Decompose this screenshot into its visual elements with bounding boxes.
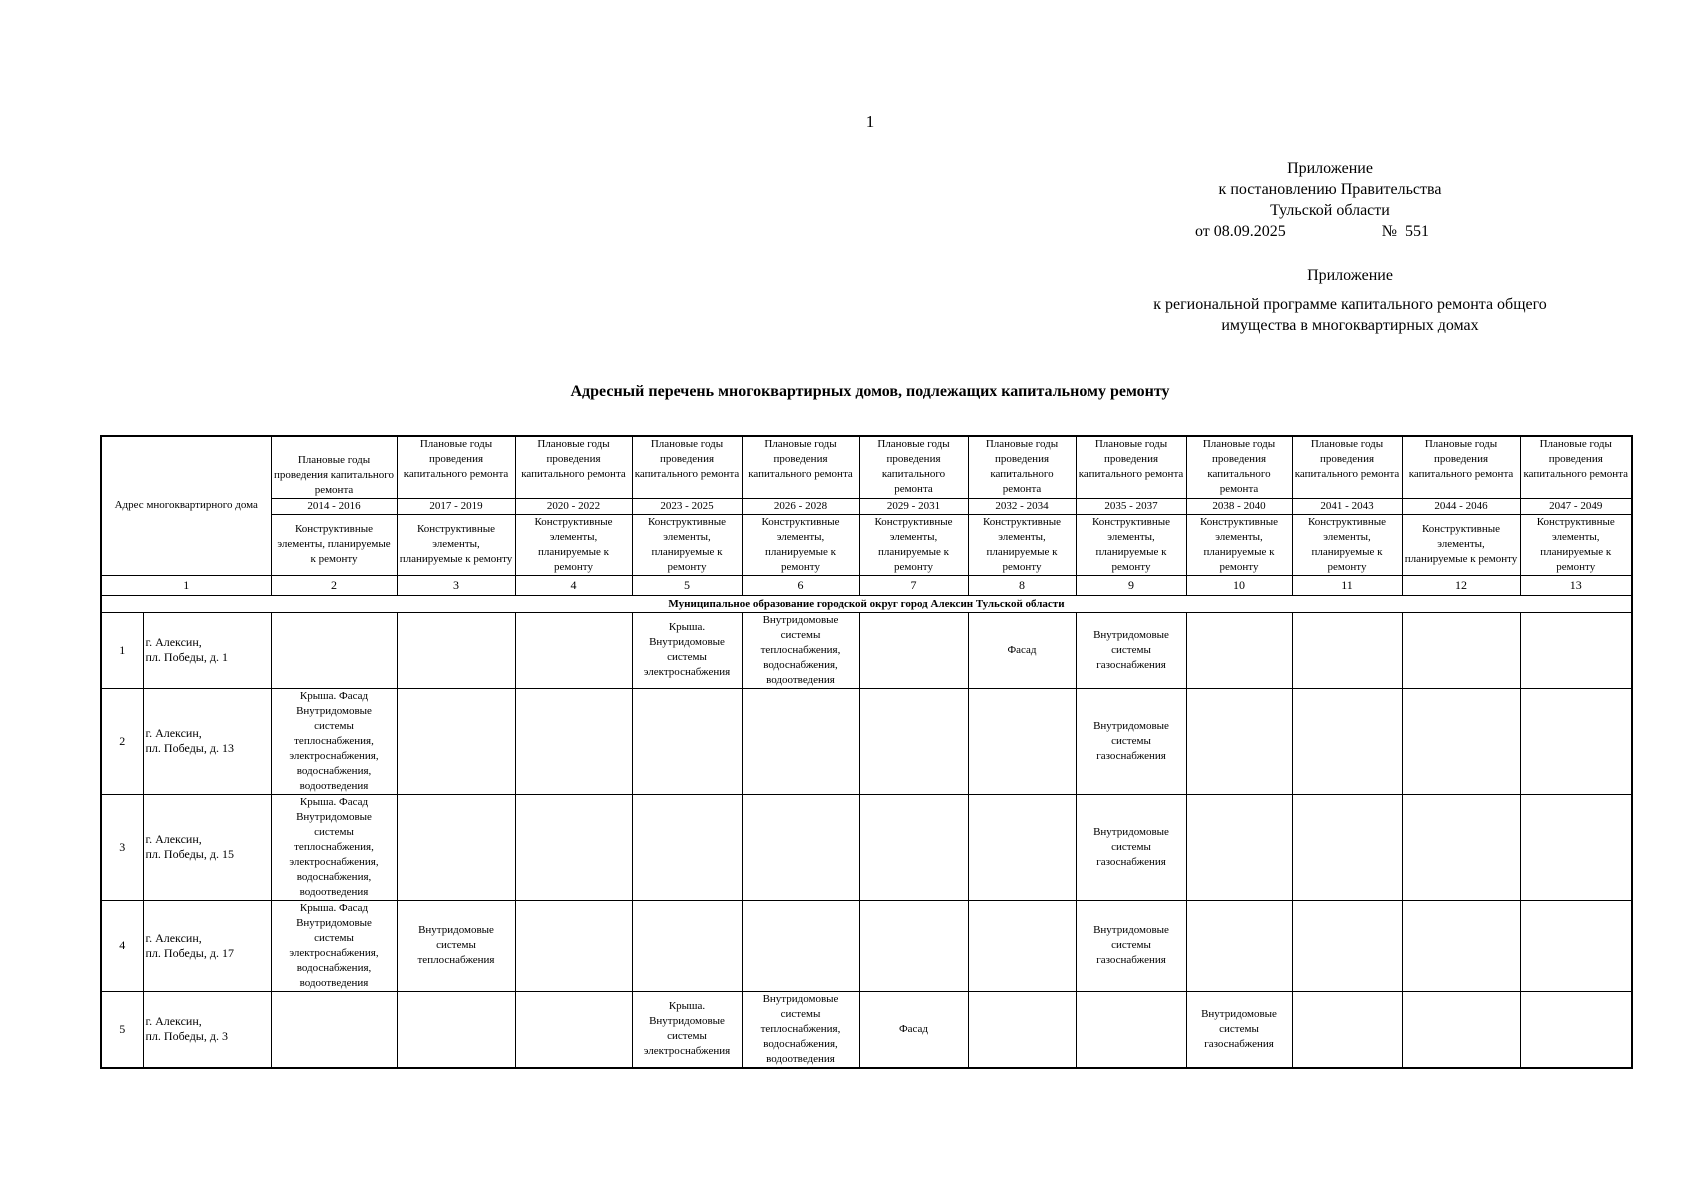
elements-header: Конструктивные элементы, планируемые к ремонту bbox=[1402, 514, 1520, 575]
repair-elements-cell bbox=[742, 900, 859, 991]
period-cell: 2044 - 2046 bbox=[1402, 498, 1520, 514]
repair-elements-cell bbox=[632, 794, 742, 900]
program-header-line: к региональной программе капитального ремонта общего bbox=[1153, 296, 1547, 313]
repair-elements-cell: Внутридомовые системы теплоснабжения, водоснабжения, водоотведения bbox=[742, 612, 859, 688]
address-cell: г. Алексин, пл. Победы, д. 3 bbox=[143, 991, 271, 1068]
repair-elements-cell: Внутридомовые системы газоснабжения bbox=[1076, 688, 1186, 794]
repair-elements-cell bbox=[968, 688, 1076, 794]
repair-elements-cell bbox=[1186, 794, 1292, 900]
column-number: 5 bbox=[632, 575, 742, 595]
address-cell: г. Алексин, пл. Победы, д. 15 bbox=[143, 794, 271, 900]
repair-elements-cell bbox=[1520, 794, 1632, 900]
elements-header: Конструктивные элементы, планируемые к ремонту bbox=[1186, 514, 1292, 575]
period-cell: 2035 - 2037 bbox=[1076, 498, 1186, 514]
period-cell: 2047 - 2049 bbox=[1520, 498, 1632, 514]
planned-years-header: Плановые годы проведения капитального ремонта bbox=[515, 436, 632, 498]
header-row-planned bbox=[101, 436, 1632, 498]
repair-elements-cell bbox=[271, 612, 397, 688]
repair-elements-cell bbox=[859, 794, 968, 900]
planned-years-header: Плановые годы проведения капитального ремонта bbox=[859, 436, 968, 498]
repair-elements-cell bbox=[1292, 794, 1402, 900]
address-cell: г. Алексин, пл. Победы, д. 13 bbox=[143, 688, 271, 794]
repair-elements-cell bbox=[968, 900, 1076, 991]
repair-elements-cell bbox=[397, 688, 515, 794]
column-number: 10 bbox=[1186, 575, 1292, 595]
elements-header: Конструктивные элементы, планируемые к ремонту bbox=[271, 514, 397, 575]
repair-elements-cell bbox=[1292, 612, 1402, 688]
elements-header: Конструктивные элементы, планируемые к ремонту bbox=[1076, 514, 1186, 575]
repair-elements-cell bbox=[742, 794, 859, 900]
appendix-header-line: Тульской области bbox=[1270, 202, 1390, 219]
address-header: Адрес многоквартирного дома bbox=[101, 436, 271, 575]
row-index: 3 bbox=[101, 794, 143, 900]
planned-years-header: Плановые годы проведения капитального ремонта bbox=[1520, 436, 1632, 498]
repair-elements-cell: Крыша. Внутридомовые системы электроснабжения bbox=[632, 612, 742, 688]
planned-years-header: Плановые годы проведения капитального ремонта bbox=[1076, 436, 1186, 498]
repair-elements-cell bbox=[968, 794, 1076, 900]
table-row bbox=[101, 900, 1632, 991]
address-cell: г. Алексин, пл. Победы, д. 17 bbox=[143, 900, 271, 991]
repair-elements-cell: Крыша. Фасад Внутридомовые системы теплоснабжения, электроснабжения, водоснабжения, водоотведения bbox=[271, 794, 397, 900]
column-number: 13 bbox=[1520, 575, 1632, 595]
repair-elements-cell bbox=[632, 900, 742, 991]
planned-years-header: Плановые годы проведения капитального ремонта bbox=[1186, 436, 1292, 498]
period-cell: 2017 - 2019 bbox=[397, 498, 515, 514]
column-number: 2 bbox=[271, 575, 397, 595]
repair-elements-cell: Крыша. Фасад Внутридомовые системы электроснабжения, водоснабжения, водоотведения bbox=[271, 900, 397, 991]
appendix-header-line: Приложение bbox=[1287, 160, 1373, 177]
row-index: 1 bbox=[101, 612, 143, 688]
column-number: 7 bbox=[859, 575, 968, 595]
period-cell: 2041 - 2043 bbox=[1292, 498, 1402, 514]
program-header bbox=[1100, 265, 1600, 336]
repair-elements-cell bbox=[1402, 991, 1520, 1068]
table-row bbox=[101, 612, 1632, 688]
elements-header: Конструктивные элементы, планируемые к ремонту bbox=[968, 514, 1076, 575]
planned-years-header: Плановые годы проведения капитального ремонта bbox=[1402, 436, 1520, 498]
appendix-header bbox=[1180, 158, 1480, 221]
column-number: 1 bbox=[101, 575, 271, 595]
column-number: 9 bbox=[1076, 575, 1186, 595]
repair-elements-cell bbox=[1520, 612, 1632, 688]
elements-header: Конструктивные элементы, планируемые к ремонту bbox=[1520, 514, 1632, 575]
repair-elements-cell bbox=[1186, 612, 1292, 688]
repair-elements-cell: Внутридомовые системы газоснабжения bbox=[1076, 794, 1186, 900]
repair-elements-cell bbox=[859, 688, 968, 794]
repair-elements-cell bbox=[397, 612, 515, 688]
repair-elements-cell: Внутридомовые системы газоснабжения bbox=[1076, 612, 1186, 688]
repair-elements-cell bbox=[515, 612, 632, 688]
decree-date-number: от 08.09.2025 № 551 bbox=[1195, 223, 1430, 240]
repair-elements-cell bbox=[859, 612, 968, 688]
period-cell: 2023 - 2025 bbox=[632, 498, 742, 514]
repair-elements-cell: Крыша. Фасад Внутридомовые системы теплоснабжения, электроснабжения, водоснабжения, водоотведения bbox=[271, 688, 397, 794]
repair-elements-cell: Внутридомовые системы теплоснабжения bbox=[397, 900, 515, 991]
repair-elements-cell bbox=[397, 794, 515, 900]
table-row bbox=[101, 991, 1632, 1068]
table-row bbox=[101, 688, 1632, 794]
planned-years-header: Плановые годы проведения капитального ремонта bbox=[1292, 436, 1402, 498]
repair-elements-cell bbox=[397, 991, 515, 1068]
column-number: 4 bbox=[515, 575, 632, 595]
row-index: 2 bbox=[101, 688, 143, 794]
column-number: 8 bbox=[968, 575, 1076, 595]
column-number: 11 bbox=[1292, 575, 1402, 595]
program-header-line: имущества в многоквартирных домах bbox=[1221, 317, 1479, 334]
elements-header: Конструктивные элементы, планируемые к ремонту bbox=[397, 514, 515, 575]
period-cell: 2020 - 2022 bbox=[515, 498, 632, 514]
repair-elements-cell: Крыша. Внутридомовые системы электроснабжения bbox=[632, 991, 742, 1068]
period-cell: 2032 - 2034 bbox=[968, 498, 1076, 514]
column-number: 6 bbox=[742, 575, 859, 595]
elements-header: Конструктивные элементы, планируемые к ремонту bbox=[632, 514, 742, 575]
repair-elements-cell bbox=[515, 688, 632, 794]
repair-elements-cell: Внутридомовые системы теплоснабжения, водоснабжения, водоотведения bbox=[742, 991, 859, 1068]
planned-years-header: Плановые годы проведения капитального ремонта bbox=[271, 436, 397, 498]
planned-years-header: Плановые годы проведения капитального ремонта bbox=[968, 436, 1076, 498]
repair-elements-cell: Фасад bbox=[968, 612, 1076, 688]
repair-elements-cell bbox=[1292, 900, 1402, 991]
period-cell: 2038 - 2040 bbox=[1186, 498, 1292, 514]
repair-elements-cell bbox=[1402, 688, 1520, 794]
repair-elements-cell bbox=[1186, 688, 1292, 794]
column-number: 3 bbox=[397, 575, 515, 595]
repair-elements-cell bbox=[1520, 991, 1632, 1068]
repair-elements-cell bbox=[1076, 991, 1186, 1068]
repair-elements-cell bbox=[271, 991, 397, 1068]
planned-years-header: Плановые годы проведения капитального ремонта bbox=[742, 436, 859, 498]
municipality-row bbox=[101, 595, 1632, 612]
repair-elements-cell bbox=[515, 900, 632, 991]
header-row-periods bbox=[101, 498, 1632, 514]
elements-header: Конструктивные элементы, планируемые к ремонту bbox=[742, 514, 859, 575]
document-title: Адресный перечень многоквартирных домов, подлежащих капитальному ремонту bbox=[570, 383, 1170, 400]
elements-header: Конструктивные элементы, планируемые к ремонту bbox=[859, 514, 968, 575]
repair-elements-cell bbox=[515, 991, 632, 1068]
repair-elements-cell bbox=[1186, 900, 1292, 991]
repair-elements-cell: Внутридомовые системы газоснабжения bbox=[1186, 991, 1292, 1068]
repair-elements-cell bbox=[968, 991, 1076, 1068]
planned-years-header: Плановые годы проведения капитального ремонта bbox=[632, 436, 742, 498]
repair-elements-cell bbox=[1292, 991, 1402, 1068]
elements-header: Конструктивные элементы, планируемые к ремонту bbox=[1292, 514, 1402, 575]
repair-elements-cell bbox=[1402, 900, 1520, 991]
repair-elements-cell: Фасад bbox=[859, 991, 968, 1068]
repair-elements-cell bbox=[1402, 794, 1520, 900]
header-row-elements bbox=[101, 514, 1632, 575]
program-header-line: Приложение bbox=[1307, 267, 1393, 284]
period-cell: 2029 - 2031 bbox=[859, 498, 968, 514]
repair-elements-cell bbox=[632, 688, 742, 794]
municipality-name: Муниципальное образование городской округ город Алексин Тульской области bbox=[101, 595, 1632, 612]
repair-elements-cell bbox=[1402, 612, 1520, 688]
period-cell: 2014 - 2016 bbox=[271, 498, 397, 514]
elements-header: Конструктивные элементы, планируемые к ремонту bbox=[515, 514, 632, 575]
repair-elements-cell bbox=[859, 900, 968, 991]
address-cell: г. Алексин, пл. Победы, д. 1 bbox=[143, 612, 271, 688]
address-list-table bbox=[100, 435, 1633, 1069]
repair-elements-cell bbox=[1520, 688, 1632, 794]
appendix-header-line: к постановлению Правительства bbox=[1218, 181, 1442, 198]
repair-elements-cell: Внутридомовые системы газоснабжения bbox=[1076, 900, 1186, 991]
row-index: 4 bbox=[101, 900, 143, 991]
repair-elements-cell bbox=[515, 794, 632, 900]
repair-elements-cell bbox=[1520, 900, 1632, 991]
repair-elements-cell bbox=[742, 688, 859, 794]
column-number-row bbox=[101, 575, 1632, 595]
row-index: 5 bbox=[101, 991, 143, 1068]
repair-elements-cell bbox=[1292, 688, 1402, 794]
planned-years-header: Плановые годы проведения капитального ремонта bbox=[397, 436, 515, 498]
page-number: 1 bbox=[865, 112, 875, 131]
table-row bbox=[101, 794, 1632, 900]
column-number: 12 bbox=[1402, 575, 1520, 595]
period-cell: 2026 - 2028 bbox=[742, 498, 859, 514]
